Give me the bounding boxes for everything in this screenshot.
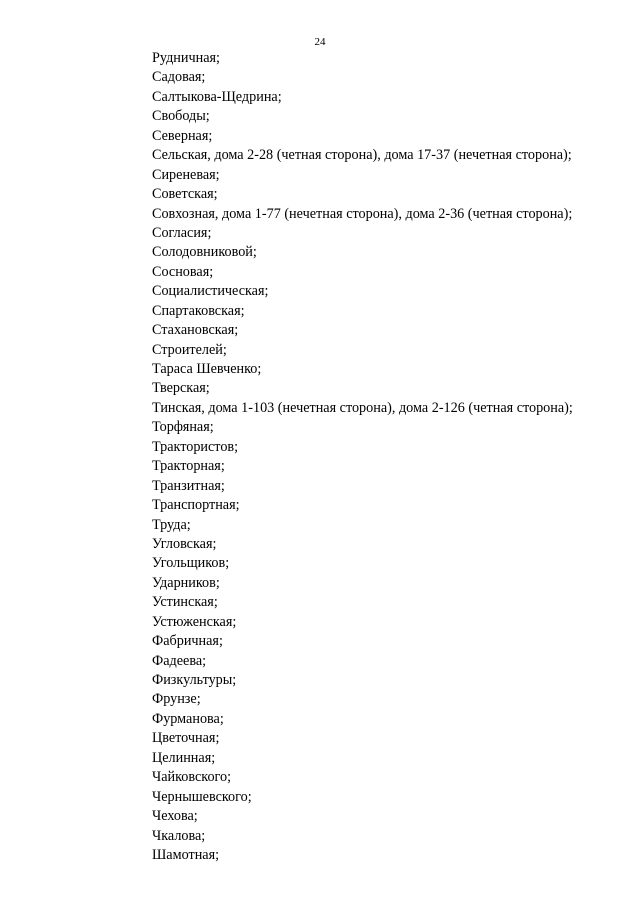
street-list-item: Тверская;: [152, 380, 210, 397]
street-list-item: Сосновая;: [152, 263, 214, 280]
street-list-item: Строителей;: [152, 341, 227, 358]
street-list-item: Фабричная;: [152, 633, 223, 650]
page-number: 24: [314, 36, 326, 48]
street-list: [152, 49, 573, 865]
street-list-item: Чкалова;: [152, 827, 206, 844]
street-list-item: Северная;: [152, 127, 213, 144]
street-list-item: Угольщиков;: [152, 555, 230, 572]
street-list-item: Спартаковская;: [152, 302, 245, 319]
street-list-item: Устинская;: [152, 594, 218, 611]
street-list-item: Совхозная, дома 1-77 (нечетная сторона), дома 2-36 (четная сторона);: [152, 205, 573, 222]
street-list-item: Стахановская;: [152, 322, 239, 339]
street-list-item: Устюженская;: [152, 613, 237, 630]
street-list-item: Сельская, дома 2-28 (четная сторона), дома 17-37 (нечетная сторона);: [152, 147, 572, 164]
street-list-item: Цветочная;: [152, 730, 220, 747]
street-list-item: Социалистическая;: [152, 283, 269, 300]
street-list-item: Фадеева;: [152, 652, 207, 669]
street-list-item: Угловская;: [152, 535, 217, 552]
street-list-item: Ударников;: [152, 574, 220, 591]
street-list-item: Сиреневая;: [152, 166, 220, 183]
street-list-item: Чернышевского;: [152, 788, 252, 805]
street-list-item: Трактористов;: [152, 438, 239, 455]
street-list-item: Советская;: [152, 186, 218, 203]
street-list-item: Согласия;: [152, 224, 212, 241]
street-list-item: Физкультуры;: [152, 672, 237, 688]
street-list-item: Торфяная;: [152, 419, 214, 436]
street-list-item: Рудничная;: [152, 50, 220, 66]
street-list-item: Чайковского;: [152, 769, 232, 786]
street-list-item: Шамотная;: [152, 846, 220, 863]
street-list-item: Фурманова;: [152, 710, 224, 727]
street-list-item: Салтыкова-Щедрина;: [152, 88, 282, 105]
street-list-item: Тинская, дома 1-103 (нечетная сторона), дома 2-126 (четная сторона);: [152, 399, 573, 416]
street-list-item: Тракторная;: [152, 458, 225, 475]
street-list-item: Фрунзе;: [152, 691, 201, 708]
street-list-item: Чехова;: [152, 808, 198, 825]
street-list-item: Транзитная;: [152, 477, 225, 494]
street-list-item: Целинная;: [152, 749, 216, 766]
street-list-item: Свободы;: [152, 108, 210, 125]
street-list-item: Солодовниковой;: [152, 244, 257, 261]
street-list-item: Тараса Шевченко;: [152, 361, 262, 377]
street-list-item: Садовая;: [152, 69, 206, 86]
street-list-item: Транспортная;: [152, 497, 240, 514]
street-list-item: Труда;: [152, 516, 191, 533]
